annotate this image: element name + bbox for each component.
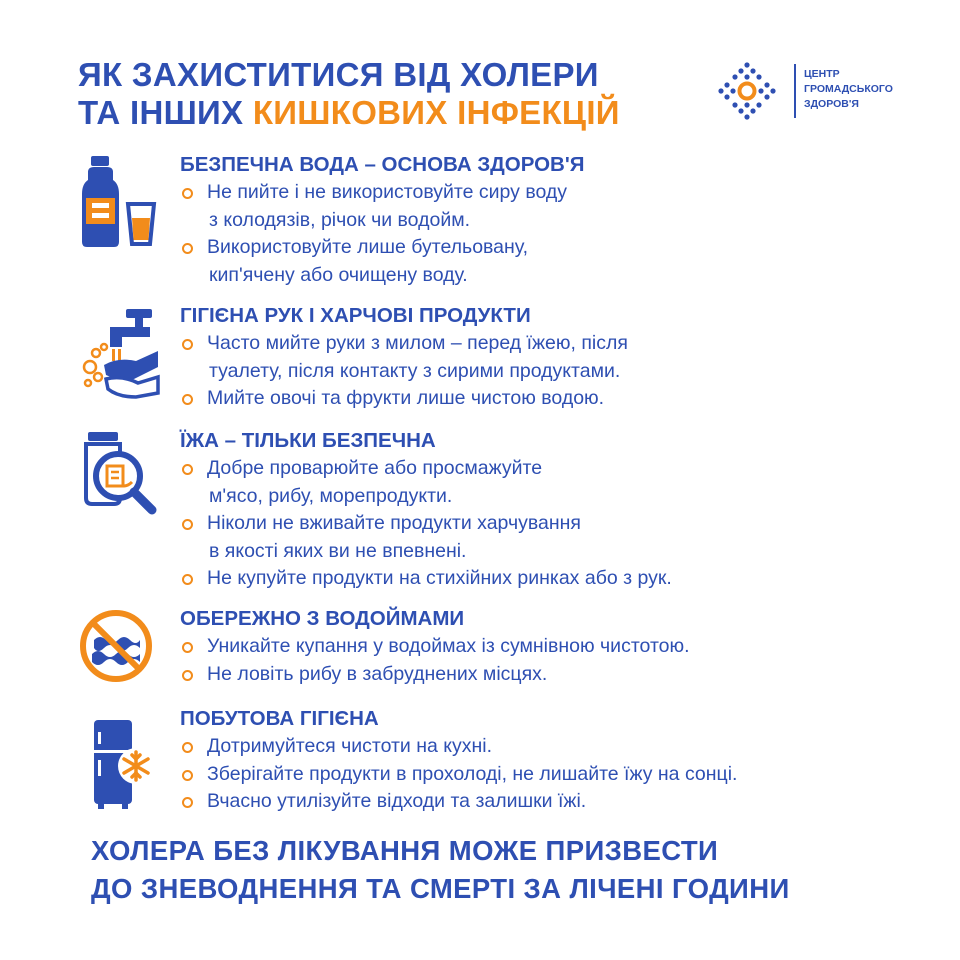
section-heading: БЕЗПЕЧНА ВОДА – ОСНОВА ЗДОРОВ'Я	[180, 153, 585, 176]
list-item	[180, 761, 737, 789]
item-line: Вчасно утилізуйте відходи та залишки їжі.	[207, 790, 587, 812]
title-line-1: ЯК ЗАХИСТИТИСЯ ВІД ХОЛЕРИ	[78, 56, 599, 93]
item-line: Добре проварюйте або просмажуйте	[207, 457, 543, 479]
item-line: Використовуйте лише бутельовану,	[207, 236, 529, 258]
item-line: з колодязів, річок чи водойм.	[209, 208, 471, 231]
section-heading: ГІГІЄНА РУК І ХАРЧОВІ ПРОДУКТИ	[180, 304, 531, 327]
list-item	[180, 788, 737, 816]
bullet-list	[180, 633, 690, 688]
bullet-icon	[182, 642, 193, 653]
logo-line-1: ЦЕНТР	[804, 68, 840, 80]
section-safe-food	[78, 428, 918, 598]
bullet-icon	[182, 339, 193, 350]
section-hand-hygiene	[78, 303, 918, 418]
hand-washing-faucet-icon	[78, 305, 168, 405]
section-heading: ЇЖА – ТІЛЬКИ БЕЗПЕЧНА	[180, 429, 436, 452]
section-heading: ПОБУТОВА ГІГІЄНА	[180, 707, 379, 730]
bullet-icon	[182, 574, 193, 585]
bullet-icon	[182, 770, 193, 781]
list-item	[180, 661, 690, 689]
item-line: Не ловіть рибу в забруднених місцях.	[207, 662, 548, 685]
bullet-icon	[182, 394, 193, 405]
logo-divider	[794, 64, 796, 118]
no-swimming-water-icon	[78, 608, 168, 698]
item-line: кип'ячену або очищену воду.	[209, 263, 468, 286]
list-item	[180, 565, 672, 593]
list-item	[180, 330, 628, 385]
bullet-icon	[182, 519, 193, 530]
dotted-cross-logo-icon	[716, 60, 778, 122]
item-line: Дотримуйтеся чистоти на кухні.	[207, 735, 493, 757]
bullet-list	[180, 733, 737, 816]
item-line: Не пийте і не використовуйте сиру воду	[207, 181, 568, 203]
list-item	[180, 633, 690, 661]
section-water-bodies	[78, 606, 918, 696]
list-item	[180, 385, 628, 413]
logo-text	[804, 67, 904, 112]
food-jar-magnifier-icon	[78, 428, 168, 528]
list-item	[180, 510, 672, 565]
footer-line-2: ДО ЗНЕВОДНЕННЯ ТА СМЕРТІ ЗА ЛІЧЕНІ ГОДИНИ	[91, 873, 790, 904]
page-title	[78, 56, 620, 132]
water-bottle-glass-icon	[78, 154, 168, 254]
fridge-snowflake-icon	[78, 714, 168, 814]
item-line: Ніколи не вживайте продукти харчування	[207, 512, 581, 534]
title-line-2-prefix: ТА ІНШИХ	[78, 94, 253, 131]
item-line: туалету, після контакту з сирими продуктами.	[209, 359, 621, 382]
title-line-2	[78, 94, 620, 132]
bullet-icon	[182, 243, 193, 254]
bullet-list	[180, 455, 672, 593]
item-line: Не купуйте продукти на стихійних ринках або з рук.	[207, 567, 672, 589]
item-line: м'ясо, рибу, морепродукти.	[209, 484, 453, 507]
item-line: Зберігайте продукти в прохолоді, не лишайте їжу на сонці.	[207, 762, 738, 785]
logo-line-2: ГРОМАДСЬКОГО	[804, 83, 893, 95]
list-item	[180, 234, 567, 289]
item-line: Мийте овочі та фрукти лише чистою водою.	[207, 387, 605, 409]
bullet-list	[180, 330, 628, 413]
list-item	[180, 455, 672, 510]
section-safe-water	[78, 152, 918, 292]
item-line: Уникайте купання у водоймах із сумнівною чистотою.	[207, 635, 690, 657]
item-line: Часто мийте руки з милом – перед їжею, після	[207, 332, 628, 354]
title-line-2-accent: КИШКОВИХ ІНФЕКЦІЙ	[252, 94, 620, 131]
section-heading: ОБЕРЕЖНО З ВОДОЙМАМИ	[180, 607, 465, 630]
section-household-hygiene	[78, 706, 918, 816]
public-health-center-logo	[716, 60, 906, 122]
bullet-icon	[182, 464, 193, 475]
logo-line-3: ЗДОРОВ'Я	[804, 98, 859, 110]
footer-line-1: ХОЛЕРА БЕЗ ЛІКУВАННЯ МОЖЕ ПРИЗВЕСТИ	[91, 835, 719, 866]
item-line: в якості яких ви не впевнені.	[209, 539, 467, 562]
bullet-icon	[182, 188, 193, 199]
list-item	[180, 179, 567, 234]
bullet-icon	[182, 797, 193, 808]
bullet-icon	[182, 742, 193, 753]
bullet-icon	[182, 670, 193, 681]
list-item	[180, 733, 737, 761]
warning-footer	[91, 832, 790, 908]
bullet-list	[180, 179, 567, 289]
